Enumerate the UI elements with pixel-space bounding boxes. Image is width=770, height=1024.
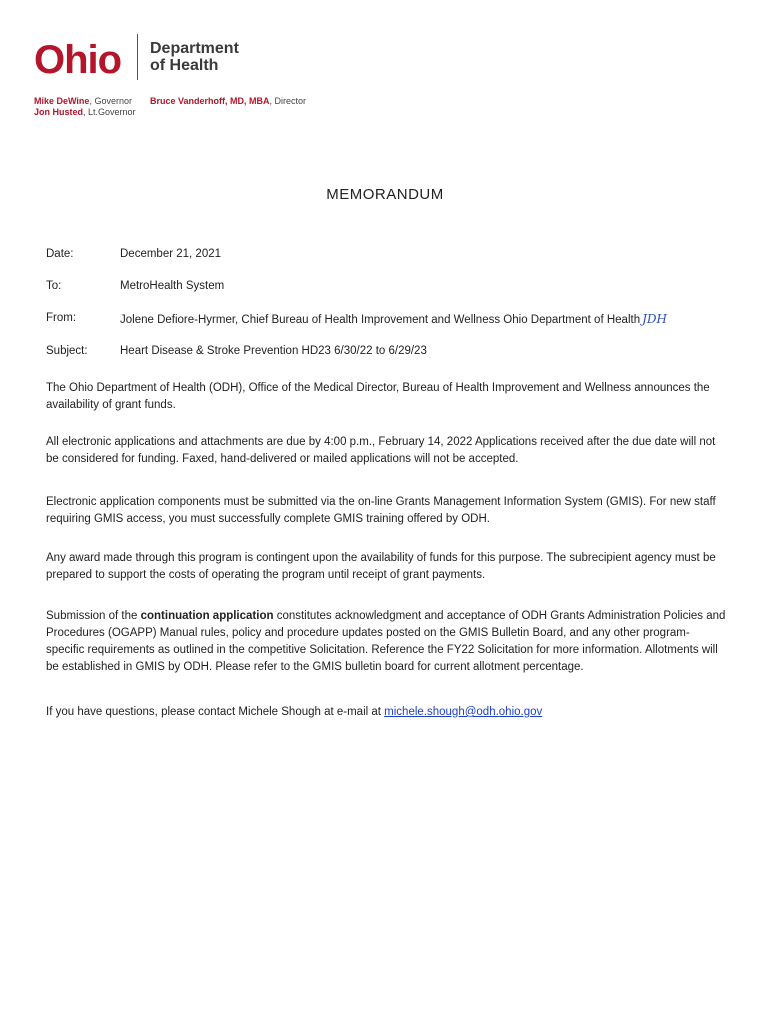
letterhead: [34, 30, 734, 120]
department-line-1: Department: [150, 40, 239, 57]
governor-line: [34, 96, 136, 107]
lt-governor-line: [34, 107, 136, 118]
governor-title: , Governor: [89, 96, 132, 106]
lt-governor-title: , Lt.Governor: [83, 107, 136, 117]
from-value: Jolene Defiore-Hyrmer, Chief Bureau of Health Improvement and Wellness Ohio Department of Health: [120, 314, 641, 326]
paragraph-text: [46, 704, 728, 721]
officials-right: [150, 96, 306, 107]
from-value-group: [120, 312, 667, 326]
paragraph-gmis: [46, 494, 728, 528]
director-title: , Director: [269, 96, 307, 106]
governor-name: Mike DeWine: [34, 96, 90, 106]
department-name: [150, 40, 239, 74]
paragraph-text: The Ohio Department of Health (ODH), Office of the Medical Director, Bureau of Health Improvement and Wellness announces the availability of grant funds.: [46, 382, 710, 411]
submission-text-start: Submission of the: [46, 610, 141, 622]
paragraph-deadline: [46, 434, 728, 468]
paragraph-text: [46, 608, 728, 676]
officials-left: [34, 96, 136, 118]
subject-label: Subject:: [46, 345, 88, 357]
director-name: Bruce Vanderhoff, MD, MBA: [150, 96, 270, 106]
paragraph-contact: [46, 704, 728, 721]
to-value: MetroHealth System: [120, 280, 225, 292]
paragraph-submission: [46, 608, 728, 676]
date-value: December 21, 2021: [120, 248, 222, 260]
memo-title: MEMORANDUM: [326, 186, 444, 203]
department-line-2: of Health: [150, 57, 219, 74]
paragraph-text: Any award made through this program is contingent upon the availability of funds for this purpose. The subrecipient agency must be prepared to support the costs of operating the program until receipt of grant payments.: [46, 552, 716, 581]
contact-email-link[interactable]: michele.shough@odh.ohio.gov: [384, 706, 543, 718]
to-label: To:: [46, 280, 62, 292]
signature-initials: JDH: [642, 312, 667, 326]
logo-divider: [137, 34, 138, 80]
ohio-logo: Ohio: [34, 38, 122, 82]
paragraph-announcement: [46, 380, 728, 414]
contact-text: If you have questions, please contact Michele Shough at e-mail at: [46, 706, 385, 718]
from-label: From:: [46, 312, 77, 324]
paragraph-award: [46, 550, 728, 584]
continuation-application-term: continuation application: [140, 610, 274, 622]
lt-governor-name: Jon Husted: [34, 107, 84, 117]
date-label: Date:: [46, 248, 74, 260]
paragraph-text: All electronic applications and attachments are due by 4:00 p.m., February 14, 2022 Applications received after the due date will not be considered for funding. Faxed, hand-delivered or mailed applications will not be accepted.: [46, 436, 716, 465]
submission-text-end: constitutes acknowledgment and acceptance of ODH Grants Administration Policies and Procedures (OGAPP) Manual rules, policy and procedure updates posted on the GMIS Bulletin Board, and any other program-specific requirements as outlined in the competitive Solicitation. Reference the FY22 Solicitation for more information. Allotments will be established in GMIS by ODH. Please refer to the GMIS bulletin board for current allotment percentage.: [46, 610, 726, 673]
subject-value: Heart Disease & Stroke Prevention HD23 6/30/22 to 6/29/23: [120, 345, 427, 357]
paragraph-text: Electronic application components must be submitted via the on-line Grants Management Information System (GMIS). For new staff requiring GMIS access, you must successfully complete GMIS training offered by ODH.: [46, 496, 716, 525]
director-line: [150, 96, 306, 107]
